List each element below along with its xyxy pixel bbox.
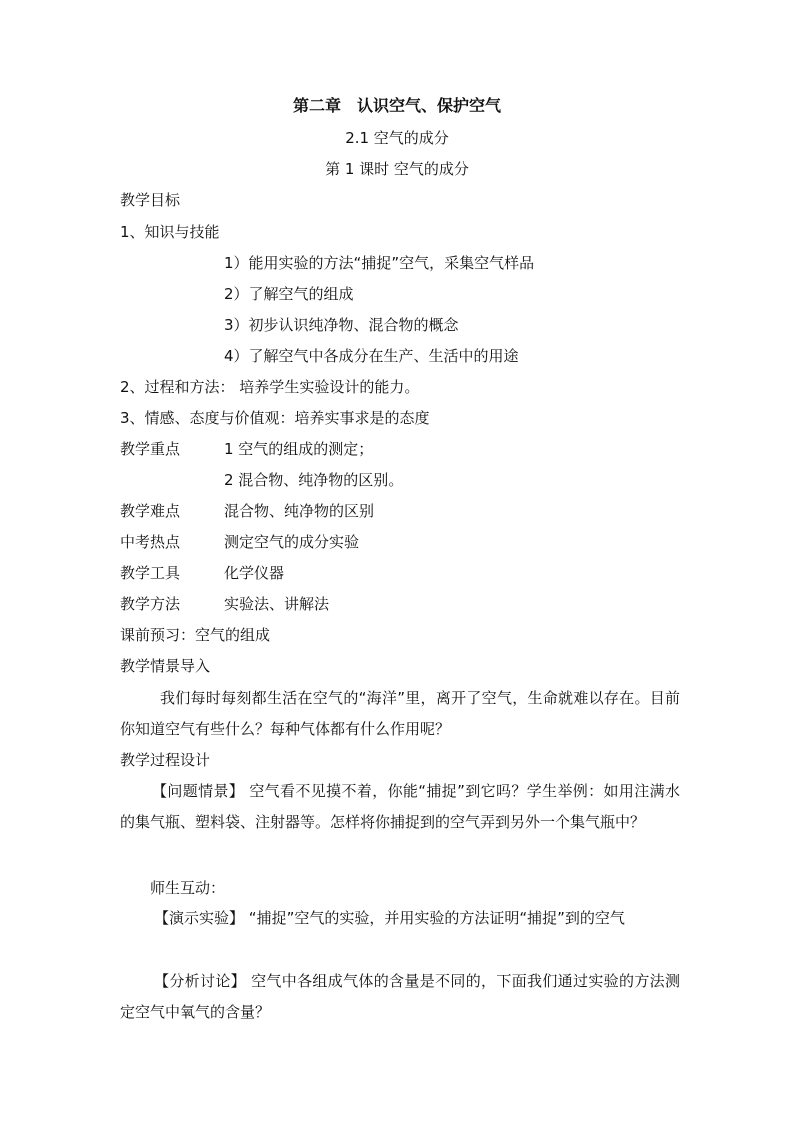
detail-value: 1 空气的组成的测定； xyxy=(224,440,374,458)
analysis-discussion-paragraph xyxy=(120,966,680,1028)
detail-label: 中考热点 xyxy=(120,533,181,551)
chapter-title: 第二章 认识空气、保护空气 xyxy=(292,96,501,115)
intro-heading: 教学情景导入 xyxy=(120,657,211,675)
knowledge-item: 1）能用实验的方法“捕捉”空气，采集空气样品 xyxy=(224,254,535,272)
question-tag: 【问题情景】 xyxy=(152,782,245,800)
detail-value: 测定空气的成分实验 xyxy=(224,533,360,551)
knowledge-item: 3）初步认识纯净物、混合物的概念 xyxy=(224,316,459,334)
detail-value: 2 混合物、纯净物的区别。 xyxy=(224,471,404,489)
detail-label: 教学重点 xyxy=(120,440,181,458)
emotion-attitude: 3、情感、态度与价值观：培养实事求是的态度 xyxy=(120,409,430,427)
knowledge-item: 4）了解空气中各成分在生产、生活中的用途 xyxy=(224,347,519,365)
detail-value: 实验法、讲解法 xyxy=(224,595,330,613)
section-title: 2.1 空气的成分 xyxy=(345,129,449,147)
lesson-title: 第 1 课时 空气的成分 xyxy=(325,160,469,178)
knowledge-heading: 1、知识与技能 xyxy=(120,223,220,241)
question-text: 空气看不见摸不着，你能“捕捉”到它吗？学生举例：如用注满水的集气瓶、塑料袋、注射器等。怎样将你捕捉到的空气弄到另外一个集气瓶中？ xyxy=(120,782,680,831)
detail-label: 教学难点 xyxy=(120,502,181,520)
detail-value: 化学仪器 xyxy=(224,564,285,582)
demo-tag: 【演示实验】 xyxy=(154,909,245,927)
detail-value: 混合物、纯净物的区别 xyxy=(224,502,375,520)
question-scenario-paragraph xyxy=(120,776,680,838)
process-method: 2、过程和方法： 培养学生实验设计的能力。 xyxy=(120,378,420,396)
detail-label: 教学方法 xyxy=(120,595,181,613)
interaction-label: 师生互动： xyxy=(150,879,226,897)
process-design-heading: 教学过程设计 xyxy=(120,751,211,769)
preview-line: 课前预习：空气的组成 xyxy=(120,626,271,644)
knowledge-item: 2）了解空气的组成 xyxy=(224,285,354,303)
demo-experiment-paragraph xyxy=(120,903,680,934)
discussion-tag: 【分析讨论】 xyxy=(154,972,246,990)
detail-label: 教学工具 xyxy=(120,564,181,582)
objectives-heading: 教学目标 xyxy=(120,191,181,209)
discussion-text: 空气中各组成气体的含量是不同的，下面我们通过实验的方法测定空气中氧气的含量？ xyxy=(120,972,680,1021)
intro-paragraph: 我们每时每刻都生活在空气的“海洋”里，离开了空气，生命就难以存在。目前你知道空气有些什么？每种气体都有什么作用呢？ xyxy=(120,689,680,738)
demo-text: “捕捉”空气的实验，并用实验的方法证明“捕捉”到的空气 xyxy=(248,909,625,927)
